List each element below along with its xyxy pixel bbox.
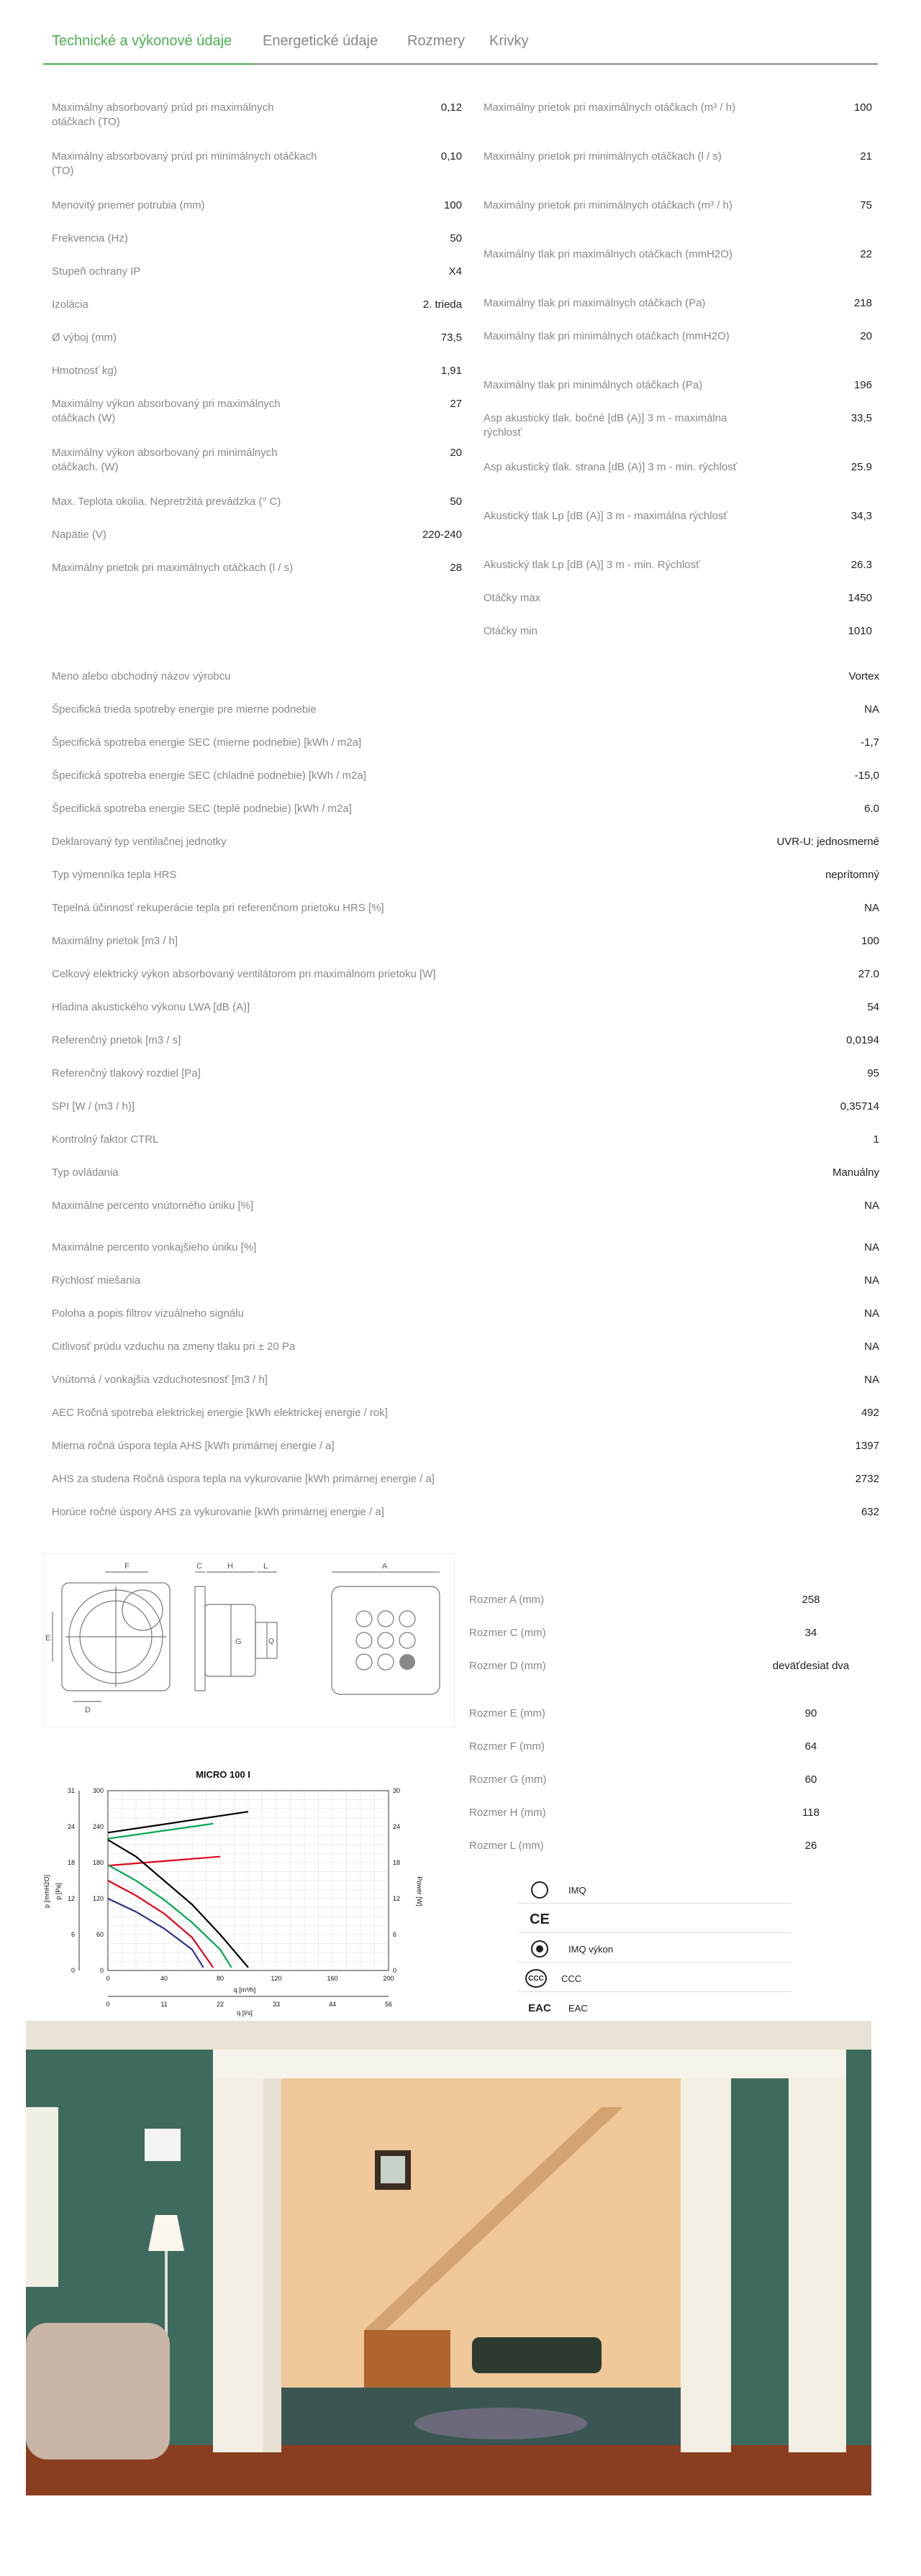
- cert-name: IMQ výkon: [568, 1943, 614, 1955]
- dimension-value: 26: [804, 1840, 817, 1852]
- energy-row: [52, 901, 879, 915]
- energy-row: [52, 1166, 879, 1180]
- spec-label: Maximálny prietok pri maximálnych otáčkach (m³ / h): [484, 101, 736, 114]
- dimension-row: [469, 1707, 861, 1721]
- spec-value: 26.3: [850, 559, 872, 571]
- eac-icon: EAC: [528, 2001, 551, 2014]
- energy-label: Citlivosť prúdu vzduchu na zmeny tlaku pri ± 20 Pa: [52, 1340, 296, 1353]
- spec-value: 218: [853, 297, 872, 309]
- dimension-label: Rozmer F (mm): [469, 1740, 545, 1753]
- energy-value: 6.0: [864, 803, 879, 815]
- energy-label: Celkový elektrický výkon absorbovaný ventilátorom pri maximálnom prietoku [W]: [52, 968, 436, 980]
- spec-label: Maximálny tlak pri maximálnych otáčkach (mmH2O): [484, 248, 732, 260]
- tab-dimensions[interactable]: Rozmery: [407, 33, 466, 49]
- energy-value: 100: [861, 935, 879, 947]
- energy-row: [52, 1373, 879, 1387]
- energy-label: Typ ovládania: [52, 1166, 119, 1179]
- x2-tick-label: 0: [106, 2001, 110, 2008]
- spec-label: Maximálny absorbovaný prúd pri maximálnych otáčkach (TO): [52, 101, 274, 128]
- performance-curve-chart: [43, 1762, 453, 2021]
- spec-row: [52, 528, 462, 542]
- dim-label-g: G: [235, 1638, 242, 1646]
- spec-label: Akustický tlak Lp [dB (A)] 3 m - maximálna rýchlosť: [484, 510, 728, 522]
- spec-label: Otáčky max: [484, 592, 541, 604]
- x-tick-label: 160: [327, 1975, 338, 1982]
- x-tick-label: 0: [106, 1975, 110, 1982]
- energy-row: [52, 1000, 879, 1015]
- energy-label: Hladina akustického výkonu LWA [dB (A)]: [52, 1001, 250, 1013]
- spec-value: 1,91: [440, 365, 462, 377]
- spec-value: 1450: [848, 592, 872, 604]
- chart-xlabel-secondary: q [l/s]: [237, 2009, 253, 2017]
- spec-row: [52, 397, 462, 426]
- cert-row-imq: [518, 1877, 791, 1904]
- energy-label: Horúce ročné úspory AHS za vykurovanie [kWh primárnej energie / a]: [52, 1506, 384, 1518]
- energy-value: NA: [864, 1241, 879, 1253]
- interior-photo: [26, 2021, 871, 2495]
- dimension-row: [469, 1626, 861, 1640]
- energy-row: [52, 670, 879, 684]
- x-tick-label: 80: [216, 1975, 224, 1982]
- tab-curves[interactable]: Krivky: [489, 33, 529, 49]
- dim-label-d: D: [85, 1706, 91, 1714]
- dimension-label: Rozmer A (mm): [469, 1594, 545, 1606]
- spec-row: [484, 378, 872, 393]
- spec-label: Maximálny absorbovaný prúd pri minimálnych otáčkach (TO): [52, 150, 317, 177]
- energy-row: [52, 1241, 879, 1255]
- dim-label-l: L: [263, 1562, 268, 1571]
- energy-row: [52, 769, 879, 783]
- y-right-tick-label: 0: [393, 1967, 397, 1974]
- spec-row: [52, 150, 462, 178]
- y-outer-tick-label: 24: [67, 1823, 75, 1830]
- spec-row: [52, 101, 462, 129]
- energy-row: [52, 1505, 879, 1520]
- spec-value: 50: [450, 495, 462, 508]
- y-tick-label: 300: [92, 1787, 104, 1794]
- energy-value: 95: [867, 1067, 879, 1079]
- x2-tick-label: 33: [272, 2001, 281, 2008]
- spec-row: [52, 561, 462, 575]
- spec-label: Maximálny výkon absorbovaný pri minimálnych otáčkach. (W): [52, 447, 278, 473]
- energy-label: Kontrolný faktor CTRL: [52, 1133, 159, 1146]
- energy-label: Deklarovaný typ ventilačnej jednotky: [52, 836, 227, 848]
- series-line-5: [108, 1881, 213, 1968]
- energy-row: [52, 1033, 879, 1048]
- spec-label: Asp akustický tlak. strana [dB (A)] 3 m - min. rýchlosť: [484, 461, 738, 473]
- energy-row: [52, 703, 879, 717]
- x2-tick-label: 11: [160, 2001, 168, 2008]
- energy-label: Referenčný tlakový rozdiel [Pa]: [52, 1067, 201, 1079]
- brand-mark-icon: [399, 1654, 415, 1670]
- y-right-tick-label: 30: [393, 1787, 401, 1794]
- energy-label: Maximálne percento vonkajšieho úniku [%]: [52, 1241, 257, 1253]
- energy-row: [52, 1100, 879, 1114]
- dimension-value: 90: [804, 1707, 817, 1719]
- dimension-row: [469, 1593, 861, 1607]
- x2-tick-label: 56: [384, 2001, 393, 2008]
- energy-label: Maximálne percento vnútorného úniku [%]: [52, 1200, 254, 1212]
- energy-label: Vnútorná / vonkajšia vzduchotesnosť [m3 / h]: [52, 1374, 268, 1386]
- dimension-value: 34: [804, 1627, 817, 1639]
- spec-row: [52, 364, 462, 378]
- dim-label-e: E: [45, 1634, 51, 1643]
- y-outer-tick-label: 31: [67, 1787, 75, 1794]
- energy-row: [52, 802, 879, 816]
- spec-row: [484, 150, 872, 164]
- energy-value: NA: [864, 902, 879, 914]
- energy-value: 1: [873, 1133, 879, 1146]
- dimension-value: 64: [804, 1740, 817, 1753]
- energy-value: 1397: [855, 1440, 879, 1452]
- y-right-tick-label: 24: [393, 1823, 401, 1830]
- dimension-row: [469, 1659, 861, 1673]
- spec-row: [52, 198, 462, 213]
- chart-ylabel-outer: p [mmH2O]: [43, 1874, 50, 1909]
- dimension-row: [469, 1806, 861, 1820]
- dimension-label: Rozmer L (mm): [469, 1840, 544, 1852]
- energy-row: [52, 1439, 879, 1453]
- spec-row: [52, 265, 462, 279]
- spec-label: Frekvencia (Hz): [52, 232, 128, 245]
- dimension-label: Rozmer C (mm): [469, 1627, 546, 1639]
- x-tick-label: 200: [383, 1975, 394, 1982]
- spec-row: [52, 446, 462, 475]
- dim-label-q: Q: [268, 1638, 274, 1645]
- spec-label: Menovitý priemer potrubia (mm): [52, 199, 205, 211]
- spec-label: Ø výboj (mm): [52, 332, 117, 344]
- spec-label: Maximálny tlak pri minimálnych otáčkach (mmH2O): [484, 330, 730, 342]
- dimension-label: Rozmer H (mm): [469, 1807, 546, 1819]
- spec-label: Hmotnosť kg): [52, 365, 117, 377]
- energy-value: neprítomný: [825, 869, 879, 881]
- ccc-icon: CCC: [525, 1969, 547, 1988]
- tab-bar: [43, 27, 878, 65]
- energy-value: -1,7: [861, 736, 879, 749]
- energy-row: [52, 1340, 879, 1354]
- dim-label-f: F: [124, 1562, 130, 1571]
- spec-value: 22: [860, 248, 872, 260]
- energy-label: Špecifická spotreba energie SEC (chladné podnebie) [kWh / m2a]: [52, 769, 366, 782]
- spec-row: [484, 329, 872, 344]
- spec-label: Maximálny prietok pri maximálnych otáčkach (l / s): [52, 562, 294, 574]
- cert-row-eac: [518, 1995, 791, 2022]
- energy-value: 492: [861, 1407, 879, 1419]
- spec-value: 2. trieda: [422, 298, 462, 311]
- spec-value: 20: [860, 330, 872, 342]
- dim-label-a: A: [382, 1562, 388, 1571]
- energy-row: [52, 868, 879, 882]
- spec-value: 21: [860, 150, 872, 163]
- dim-label-c: C: [196, 1562, 202, 1571]
- energy-row: [52, 934, 879, 949]
- cert-row-imq-performance: [518, 1936, 791, 1963]
- spec-value: 196: [853, 379, 872, 391]
- energy-label: Špecifická spotreba energie SEC (teplé podnebie) [kWh / m2a]: [52, 803, 352, 815]
- cert-name: IMQ: [568, 1884, 586, 1896]
- energy-row: [52, 1307, 879, 1321]
- dimension-drawing: [43, 1553, 455, 1727]
- spec-row: [52, 298, 462, 312]
- energy-label: Typ výmenníka tepla HRS: [52, 869, 177, 881]
- spec-value: 33,5: [850, 412, 872, 424]
- spec-value: 25.9: [850, 461, 872, 473]
- spec-value: 20: [450, 447, 462, 459]
- spec-value: 0,12: [440, 101, 462, 114]
- energy-value: 2732: [855, 1473, 879, 1485]
- energy-value: NA: [864, 1340, 879, 1353]
- spec-value: 100: [853, 101, 872, 114]
- dimension-label: Rozmer G (mm): [469, 1773, 547, 1786]
- spec-label: Maximálny prietok pri minimálnych otáčkach (m³ / h): [484, 199, 732, 211]
- energy-value: 0,35714: [840, 1100, 879, 1113]
- y-tick-label: 240: [92, 1823, 104, 1830]
- spec-row: [484, 460, 872, 475]
- tab-energy[interactable]: Energetické údaje: [263, 33, 378, 49]
- spec-value: 100: [443, 199, 462, 211]
- spec-row: [484, 101, 872, 115]
- energy-value: NA: [864, 1200, 879, 1212]
- energy-label: Tepelná účinnosť rekuperácie tepla pri referenčnom prietoku HRS [%]: [52, 902, 384, 914]
- dimension-row: [469, 1839, 861, 1853]
- energy-label: Referenčný prietok [m3 / s]: [52, 1034, 181, 1046]
- spec-row: [52, 331, 462, 345]
- energy-value: 632: [861, 1506, 879, 1518]
- energy-value: NA: [864, 1374, 879, 1386]
- energy-label: SPI [W / (m3 / h)]: [52, 1100, 135, 1113]
- x2-tick-label: 44: [328, 2001, 337, 2008]
- spec-row: [484, 198, 872, 213]
- y-outer-tick-label: 18: [67, 1859, 75, 1866]
- spec-label: Napätie (V): [52, 529, 106, 541]
- dimension-label: Rozmer D (mm): [469, 1660, 546, 1672]
- spec-row: [52, 232, 462, 246]
- x2-tick-label: 22: [216, 2001, 224, 2008]
- energy-value: NA: [864, 703, 879, 716]
- imq-performance-icon: [525, 1939, 554, 1959]
- spec-value: 75: [860, 199, 872, 211]
- spec-row: [52, 495, 462, 509]
- spec-label: Izolácia: [52, 298, 89, 311]
- chart-grid: [108, 1791, 389, 1970]
- energy-row: [52, 835, 879, 849]
- energy-value: UVR-U: jednosmerné: [776, 836, 879, 848]
- dimension-value: deväťdesiat dva: [772, 1660, 850, 1672]
- spec-value: 50: [450, 232, 462, 245]
- spec-row: [484, 591, 872, 606]
- energy-row: [52, 967, 879, 982]
- chart-ylabel-right: Power [W]: [416, 1876, 423, 1906]
- active-tab-indicator: [43, 63, 253, 65]
- tab-technical[interactable]: Technické a výkonové údaje: [52, 33, 232, 49]
- spec-label: Maximálny tlak pri minimálnych otáčkach (Pa): [484, 379, 703, 391]
- energy-row: [52, 1406, 879, 1420]
- energy-value: Vortex: [848, 670, 879, 682]
- energy-label: Rýchlosť miešania: [52, 1274, 141, 1287]
- spec-row: [484, 296, 872, 311]
- energy-label: Maximálny prietok [m3 / h]: [52, 935, 178, 947]
- dimension-row: [469, 1773, 861, 1787]
- chart-title: MICRO 100 I: [196, 1769, 250, 1780]
- spec-label: Asp akustický tlak. bočné [dB (A)] 3 m - maximálna rýchlosť: [484, 412, 727, 439]
- chart-ticks: [68, 1787, 400, 2008]
- y-tick-label: 60: [96, 1931, 104, 1938]
- energy-row: [52, 736, 879, 750]
- spec-label: Stupeň ochrany IP: [52, 265, 141, 278]
- energy-row: [52, 1199, 879, 1213]
- energy-value: NA: [864, 1274, 879, 1287]
- spec-value: 1010: [848, 625, 872, 637]
- energy-label: Mierna ročná úspora tepla AHS [kWh primárnej energie / a]: [52, 1440, 335, 1452]
- spec-value: X4: [448, 265, 462, 278]
- dimension-value: 258: [802, 1594, 820, 1606]
- spec-label: Maximálny výkon absorbovaný pri maximálnych otáčkach (W): [52, 398, 281, 424]
- cert-row-ccc: [518, 1965, 791, 1992]
- chart-xlabel: q [m³/h]: [233, 1986, 256, 1993]
- energy-value: -15,0: [854, 769, 879, 782]
- energy-value: 27.0: [858, 968, 879, 980]
- spec-row: [484, 247, 872, 262]
- spec-row: [484, 624, 872, 639]
- energy-row: [52, 1067, 879, 1081]
- cert-name: CCC: [561, 1973, 582, 1984]
- energy-label: Špecifická spotreba energie SEC (mierne podnebie) [kWh / m2a]: [52, 736, 362, 749]
- energy-label: AHS za studena Ročná úspora tepla na vykurovanie [kWh primárnej energie / a]: [52, 1473, 435, 1485]
- dimension-row: [469, 1740, 861, 1754]
- cert-row-ce: [518, 1906, 791, 1933]
- spec-label: Maximálny prietok pri minimálnych otáčkach (l / s): [484, 150, 722, 163]
- energy-label: Poloha a popis filtrov vizuálneho signálu: [52, 1307, 244, 1320]
- spec-row: [484, 558, 872, 572]
- y-outer-tick-label: 0: [71, 1967, 75, 1974]
- dimension-label: Rozmer E (mm): [469, 1707, 545, 1719]
- y-right-tick-label: 12: [393, 1895, 401, 1902]
- imq-icon: [525, 1880, 554, 1900]
- spec-row: [484, 509, 872, 524]
- energy-value: NA: [864, 1307, 879, 1320]
- energy-row: [52, 1274, 879, 1288]
- dimension-value: 118: [802, 1807, 820, 1819]
- spec-row: [484, 411, 872, 440]
- energy-row: [52, 1472, 879, 1486]
- spec-value: 0,10: [440, 150, 462, 163]
- y-outer-tick-label: 12: [67, 1895, 75, 1902]
- y-tick-label: 180: [92, 1859, 104, 1866]
- energy-value: 0,0194: [846, 1034, 879, 1046]
- spec-label: Maximálny tlak pri maximálnych otáčkach (Pa): [484, 297, 706, 309]
- y-outer-tick-label: 6: [71, 1931, 75, 1938]
- y-right-tick-label: 6: [393, 1931, 397, 1938]
- spec-label: Otáčky min: [484, 625, 538, 637]
- spec-value: 28: [450, 562, 462, 574]
- energy-label: Špecifická trieda spotreby energie pre mierne podnebie: [52, 703, 317, 716]
- spec-value: 27: [450, 398, 462, 410]
- spec-label: Akustický tlak Lp [dB (A)] 3 m - min. Rýchlosť: [484, 559, 700, 571]
- spec-value: 73,5: [440, 332, 462, 344]
- cert-name: EAC: [568, 2002, 588, 2014]
- energy-value: Manuálny: [832, 1166, 879, 1179]
- series-line-1: [108, 1824, 213, 1839]
- y-right-tick-label: 18: [393, 1859, 401, 1866]
- spec-label: Max. Teplota okolia. Nepretržitá prevádzka (° C): [52, 495, 281, 508]
- energy-label: Meno alebo obchodný názov výrobcu: [52, 670, 231, 682]
- x-tick-label: 40: [160, 1975, 168, 1982]
- dim-label-h: H: [227, 1562, 233, 1571]
- energy-value: 54: [867, 1001, 879, 1013]
- chart-ylabel: p [Pa]: [55, 1883, 62, 1900]
- y-tick-label: 0: [99, 1967, 104, 1974]
- ce-icon: CE: [530, 1911, 550, 1927]
- energy-row: [52, 1133, 879, 1147]
- energy-label: AEC Ročná spotreba elektrickej energie [kWh elektrickej energie / rok]: [52, 1407, 388, 1419]
- y-tick-label: 120: [92, 1895, 104, 1902]
- spec-value: 220-240: [422, 529, 462, 541]
- spec-value: 34,3: [850, 510, 872, 522]
- dimension-value: 60: [804, 1773, 817, 1786]
- x-tick-label: 120: [271, 1975, 282, 1982]
